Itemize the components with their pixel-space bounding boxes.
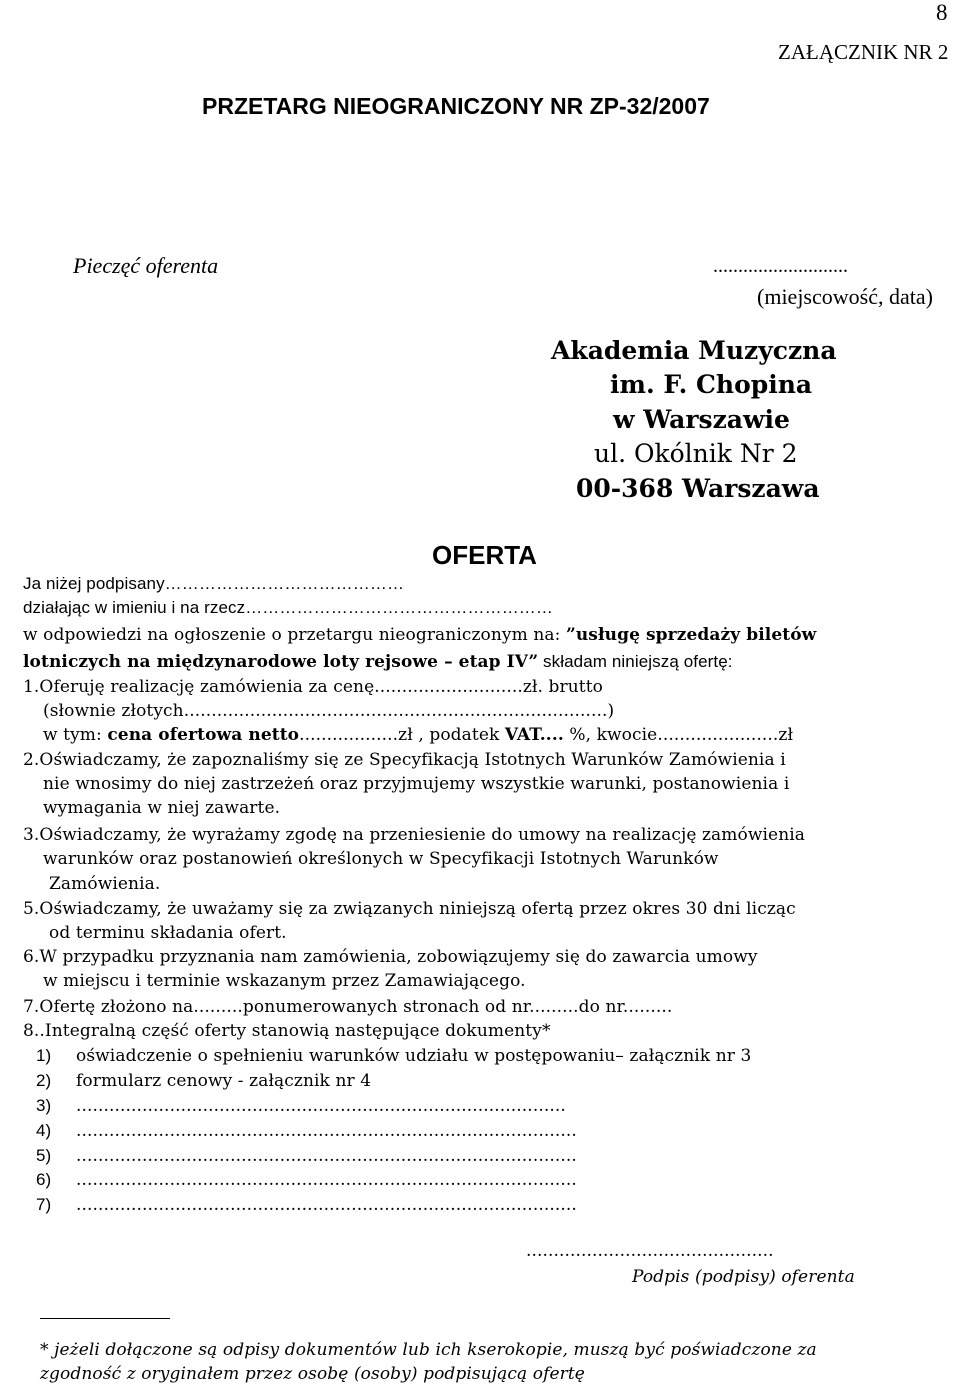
breakdown-mid: ..................zł , podatek: [299, 725, 505, 745]
footnote-line-2: zgodność z oryginałem przez osobę (osoby) podpisującą ofertę: [40, 1364, 585, 1384]
item-8: 8..Integralną część oferty stanowią następujące dokumenty*: [23, 1021, 551, 1041]
response-text: w odpowiedzi na ogłoszenie o przetargu nieograniczonym na:: [23, 625, 566, 645]
recipient-patron: im. F. Chopina: [610, 370, 813, 399]
list-item: ...........................................................................................: [76, 1195, 577, 1215]
list-item-number: 4): [36, 1121, 52, 1140]
service-name-part2: lotniczych na międzynarodowe loty rejsowe – etap IV”: [23, 652, 539, 672]
item-3-line-3: Zamówienia.: [49, 874, 161, 894]
recipient-name: Akademia Muzyczna: [551, 336, 837, 365]
item-3-line-1: 3.Oświadczamy, że wyrażamy zgodę na przeniesienie do umowy na realizację zamówienia: [23, 825, 806, 845]
item-2-line-1: 2.Oświadczamy, że zapoznaliśmy się ze Specyfikacją Istotnych Warunków Zamówienia i: [23, 750, 786, 770]
place-date-label: (miejscowość, data): [757, 284, 933, 309]
breakdown-prefix: w tym:: [43, 725, 108, 745]
offer-heading: OFERTA: [432, 540, 537, 570]
item-1-breakdown: [43, 725, 793, 745]
acting-on-behalf-line: działając w imieniu i na rzecz………………………………………………: [23, 598, 553, 617]
footnote-separator: [40, 1318, 170, 1319]
list-item-number: 1): [36, 1046, 52, 1065]
list-item-number: 3): [36, 1096, 52, 1115]
signature-label: Podpis (podpisy) oferenta: [632, 1267, 855, 1287]
list-item: formularz cenowy - załącznik nr 4: [76, 1071, 372, 1091]
item-2-line-2: nie wnosimy do niej zastrzeżeń oraz przyjmujemy wszystkie warunki, postanowienia i: [43, 774, 790, 794]
response-line-1: [23, 625, 816, 645]
signature-dots: .............................................: [526, 1241, 774, 1261]
signer-line: Ja niżej podpisany……………………………………: [23, 574, 405, 593]
item-5-line-1: 5.Oświadczamy, że uważamy się za związanych niniejszą ofertą przez okres 30 dni licząc: [23, 899, 796, 919]
list-item: ...........................................................................................: [76, 1170, 577, 1190]
list-item: ...........................................................................................: [76, 1121, 577, 1141]
page-number: 8: [936, 0, 948, 25]
list-item-number: 2): [36, 1071, 52, 1090]
item-2-line-3: wymagania w niej zawarte.: [43, 798, 281, 818]
list-item-number: 6): [36, 1170, 52, 1189]
item-5-line-2: od terminu składania ofert.: [49, 923, 287, 943]
net-price-label: cena ofertowa netto: [107, 725, 300, 745]
vat-label: VAT....: [504, 725, 564, 745]
breakdown-suffix: %, kwocie......................zł: [563, 725, 794, 745]
recipient-street: ul. Okólnik Nr 2: [594, 439, 798, 468]
tender-title: PRZETARG NIEOGRANICZONY NR ZP-32/2007: [202, 93, 710, 119]
item-6-line-2: w miejscu i terminie wskazanym przez Zamawiającego.: [43, 971, 526, 991]
list-item: ...........................................................................................: [76, 1146, 577, 1166]
footnote-line-1: * jeżeli dołączone są odpisy dokumentów lub ich kserokopie, muszą być poświadczone za: [40, 1340, 817, 1360]
stamp-label: Pieczęć oferenta: [73, 253, 219, 278]
list-item-number: 7): [36, 1195, 52, 1214]
item-1-price: 1.Oferuję realizację zamówienia za cenę...........................zł. brutto: [23, 677, 604, 697]
recipient-postcode: 00-368 Warszawa: [576, 474, 820, 503]
item-3-line-2: warunków oraz postanowień określonych w Specyfikacji Istotnych Warunków: [43, 849, 719, 869]
list-item: .........................................................................................: [76, 1096, 566, 1116]
item-6-line-1: 6.W przypadku przyznania nam zamówienia, zobowiązujemy się do zawarcia umowy: [23, 947, 758, 967]
response-line-2: [23, 652, 733, 672]
list-item: oświadczenie o spełnieniu warunków udziału w postępowaniu– załącznik nr 3: [76, 1046, 752, 1066]
submit-offer-text: składam niniejszą ofertę:: [538, 652, 733, 671]
annex-label: ZAŁĄCZNIK NR 2: [778, 40, 949, 64]
item-7: 7.Ofertę złożono na.........ponumerowanych stronach od nr.........do nr.........: [23, 997, 673, 1017]
recipient-city: w Warszawie: [613, 405, 790, 434]
list-item-number: 5): [36, 1146, 52, 1165]
place-date-dots: ...........................: [713, 255, 848, 277]
service-name-part1: ”usługę sprzedaży biletów: [565, 625, 817, 645]
item-1-words: (słownie złotych.............................................................................): [43, 701, 615, 721]
